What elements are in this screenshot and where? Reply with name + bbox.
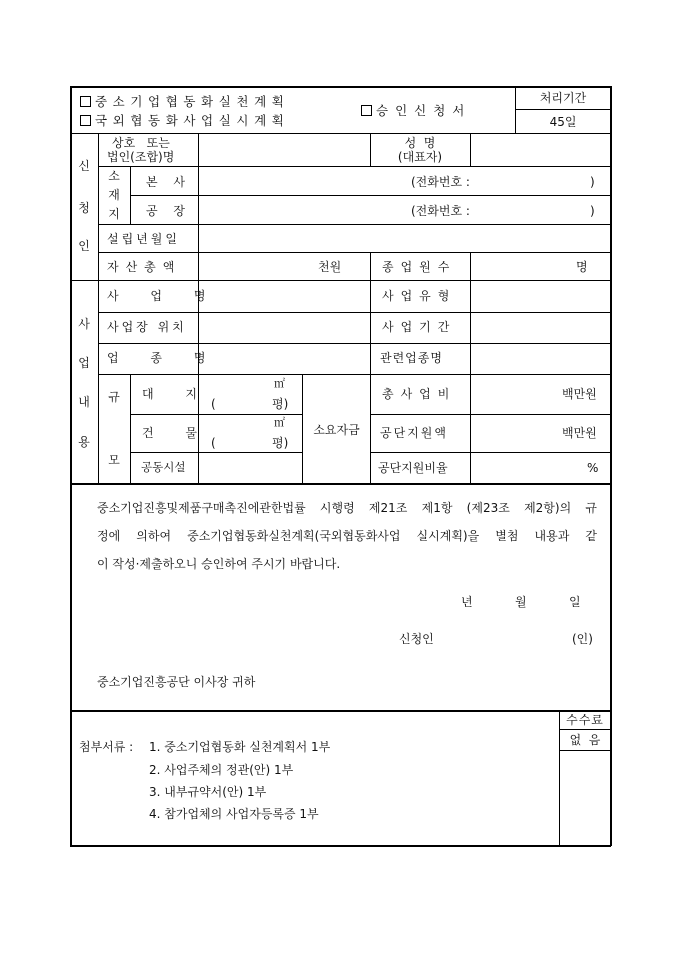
support-amount-unit: 백만원: [562, 426, 597, 440]
overseas-option[interactable]: 국외협동화사업실시계획: [80, 115, 289, 128]
declaration-line-2: 정에 의하여 중소기업협동화실천계획(국외협동화사업 실시계획)을 별첨 내용과 같: [97, 529, 597, 543]
head-office-field[interactable]: [199, 167, 609, 194]
head-office-phone-close: ): [590, 175, 595, 189]
addressee: 중소기업진흥공단 이사장 귀하: [97, 675, 256, 689]
total-cost-label: 총사업비: [382, 387, 457, 401]
business-type-field[interactable]: [471, 281, 609, 311]
attachment-item-1: 1. 중소기업협동화 실천계획서 1부: [149, 740, 331, 754]
shared-facility-label: 공동시설: [141, 460, 186, 474]
business-name-label: 사 업 명: [107, 289, 220, 303]
land-pyeong-open: (: [211, 397, 216, 411]
plan-option[interactable]: 중소기업협동화실천계획: [80, 96, 289, 109]
building-area-unit: ㎡: [274, 416, 285, 429]
approval-checkbox[interactable]: [361, 105, 372, 116]
date-month: 월: [515, 595, 527, 609]
head-office-label: 본 사: [146, 175, 191, 189]
building-pyeong-open: (: [211, 436, 216, 450]
related-industry-label: 관련업종명: [380, 351, 443, 365]
attachment-item-3: 3. 내부규약서(안) 1부: [149, 785, 267, 799]
factory-phone-label: (전화번호 :: [411, 204, 470, 218]
plan-checkbox[interactable]: [80, 96, 91, 107]
established-label: 설립년월일: [107, 232, 180, 246]
trade-name-label: 상호 또는: [112, 136, 170, 150]
representative-label-2: (대표자): [397, 150, 443, 164]
applicant-sign-label: 신청인: [399, 632, 434, 646]
declaration-text: [97, 494, 597, 578]
business-type-label: 사업유형: [382, 289, 457, 303]
fee-value: 없 음: [569, 733, 601, 747]
established-field[interactable]: [199, 225, 609, 251]
support-ratio-unit: %: [587, 461, 599, 475]
declaration-line-1: 중소기업진흥및제품구매촉진에관한법률 시행령 제21조 제1항 (제23조 제2항)의 규: [97, 501, 597, 515]
seal-mark: (인): [572, 632, 593, 646]
assets-field[interactable]: [199, 253, 369, 279]
representative-label: 성 명: [404, 136, 436, 150]
processing-period-label: 처리기간: [539, 91, 587, 105]
head-office-phone-label: (전화번호 :: [411, 175, 470, 189]
attachments-label: 첨부서류 :: [79, 740, 134, 754]
required-funds-label: 소요자금: [313, 423, 360, 437]
industry-field[interactable]: [199, 344, 369, 373]
building-label: 건 물: [142, 426, 211, 440]
industry-label: 업 종 명: [107, 351, 220, 365]
business-name-field[interactable]: [199, 281, 369, 311]
total-cost-unit: 백만원: [562, 387, 597, 401]
applicant-sign-field[interactable]: [445, 626, 560, 650]
representative-field[interactable]: [471, 134, 609, 165]
business-period-label: 사업기간: [382, 320, 457, 334]
employees-unit: 명: [576, 260, 588, 274]
assets-unit: 천원: [318, 260, 342, 274]
land-pyeong-unit: 평): [272, 397, 289, 411]
approval-option[interactable]: 승인신청서: [361, 105, 471, 118]
related-industry-field[interactable]: [471, 344, 609, 373]
factory-field[interactable]: [199, 196, 609, 223]
processing-period-value: 45일: [549, 115, 577, 129]
assets-label: 자산총액: [107, 260, 182, 274]
date-year: 년: [461, 595, 473, 609]
building-pyeong-unit: 평): [272, 436, 289, 450]
attachment-item-4: 4. 참가업체의 사업자등록증 1부: [149, 807, 319, 821]
fee-label: 수수료: [566, 713, 604, 727]
land-area-unit: ㎡: [274, 377, 285, 390]
factory-label: 공 장: [146, 204, 191, 218]
support-ratio-label: 공단지원비율: [378, 461, 448, 475]
trade-name-label-2: 법인(조합)명: [107, 150, 175, 164]
land-label: 대 지: [142, 387, 211, 401]
employees-field[interactable]: [471, 253, 609, 279]
overseas-checkbox[interactable]: [80, 115, 91, 126]
declaration-line-3: 이 작성·제출하오니 승인하여 주시기 바랍니다.: [97, 557, 341, 571]
date-day: 일: [569, 595, 581, 609]
attachment-item-2: 2. 사업주체의 정관(안) 1부: [149, 763, 294, 777]
business-period-field[interactable]: [471, 313, 609, 342]
site-location-label: 사업장 위치: [107, 320, 187, 334]
factory-phone-close: ): [590, 204, 595, 218]
shared-facility-field[interactable]: [199, 453, 301, 482]
trade-name-field[interactable]: [199, 134, 369, 165]
site-location-field[interactable]: [199, 313, 369, 342]
support-amount-label: 공단지원액: [380, 426, 448, 440]
employees-label: 종업원수: [382, 260, 457, 274]
